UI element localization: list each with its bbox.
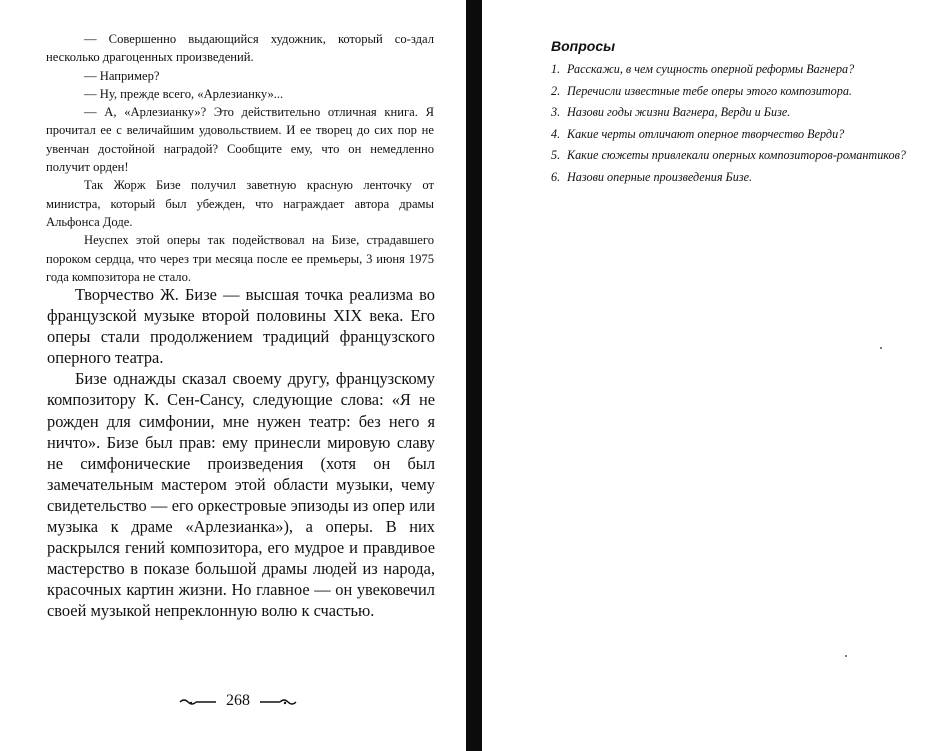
main-text-block xyxy=(47,284,435,622)
question-number: 2. xyxy=(551,83,561,98)
question-text: Назови оперные произведения Бизе. xyxy=(567,169,753,184)
main-paragraph: Творчество Ж. Бизе — высшая точка реализма во французской музыке второй половины XIX века. Его оперы стали продолжением традиций французского оперного театра. xyxy=(47,285,435,368)
question-text: Какие черты отличают оперное творчество Верди? xyxy=(567,126,845,141)
dialogue-line: — Ну, прежде всего, «Арлезианку»... xyxy=(84,86,284,101)
right-ornament-icon xyxy=(258,696,298,706)
dialogue-line: — А, «Арлезианку»? Это действительно отличная книга. Я прочитал ее с величайшим удовольствием. И ее творец до сих пор не увенчан достойной наградой? Сообщите ему, что он немедленно получит орден! xyxy=(46,105,434,175)
page-number-footer xyxy=(173,689,303,713)
question-text: Перечисли известные тебе оперы этого композитора. xyxy=(567,83,852,98)
scan-speck xyxy=(880,347,882,349)
list-item xyxy=(551,104,923,122)
main-paragraph: Бизе однажды сказал своему другу, французскому композитору К. Сен-Сансу, следующие слова: «Я не рожден для симфонии, мне нужен театр: без него я ничто». Бизе был прав: ему принесли мировую славу не симфонические произведения (хотя он был замечательным мастером этой области музыки, чему свидетельство — его оркестровые эпизоды из опер или музыка к драме «Арлезианка»), а оперы. В них раскрылся гений композитора, его мудрое и правдивое мастерство в показе большой драмы людей из народа, красочных картин жизни. Но главное — он увековечил своей музыкой непреклонную волю к счастью. xyxy=(47,369,435,621)
right-page xyxy=(482,0,928,751)
page-number: 268 xyxy=(226,692,250,709)
list-item xyxy=(551,147,923,165)
question-number: 4. xyxy=(551,126,561,141)
dialogue-line: — Например? xyxy=(84,68,160,83)
dialogue-block xyxy=(46,30,434,286)
dialogue-line: — Совершенно выдающийся художник, который со-здал несколько драгоценных произведений. xyxy=(46,32,434,65)
list-item xyxy=(551,169,923,187)
questions-title: Вопросы xyxy=(551,38,616,54)
dialogue-line: Так Жорж Бизе получил заветную красную ленточку от министра, который был убежден, что награждает автора драмы Альфонса Доде. xyxy=(46,178,434,229)
list-item xyxy=(551,61,923,79)
question-text: Какие сюжеты привлекали оперных композиторов-романтиков? xyxy=(567,148,906,162)
scan-speck xyxy=(845,655,847,657)
question-number: 1. xyxy=(551,62,561,76)
question-number: 3. xyxy=(551,105,561,119)
question-number: 6. xyxy=(551,169,561,184)
list-item xyxy=(551,126,923,144)
book-gutter xyxy=(466,0,482,751)
left-ornament-icon xyxy=(178,696,218,706)
list-item xyxy=(551,83,923,101)
question-number: 5. xyxy=(551,148,561,162)
question-text: Назови годы жизни Вагнера, Верди и Бизе. xyxy=(567,105,791,119)
questions-list xyxy=(551,61,923,190)
dialogue-line: Неуспех этой оперы так подействовал на Бизе, страдавшего пороком сердца, что через три месяца после ее премьеры, 3 июня 1975 года композитора не стало. xyxy=(46,233,434,284)
question-text: Расскажи, в чем сущность оперной реформы Вагнера? xyxy=(567,62,855,76)
